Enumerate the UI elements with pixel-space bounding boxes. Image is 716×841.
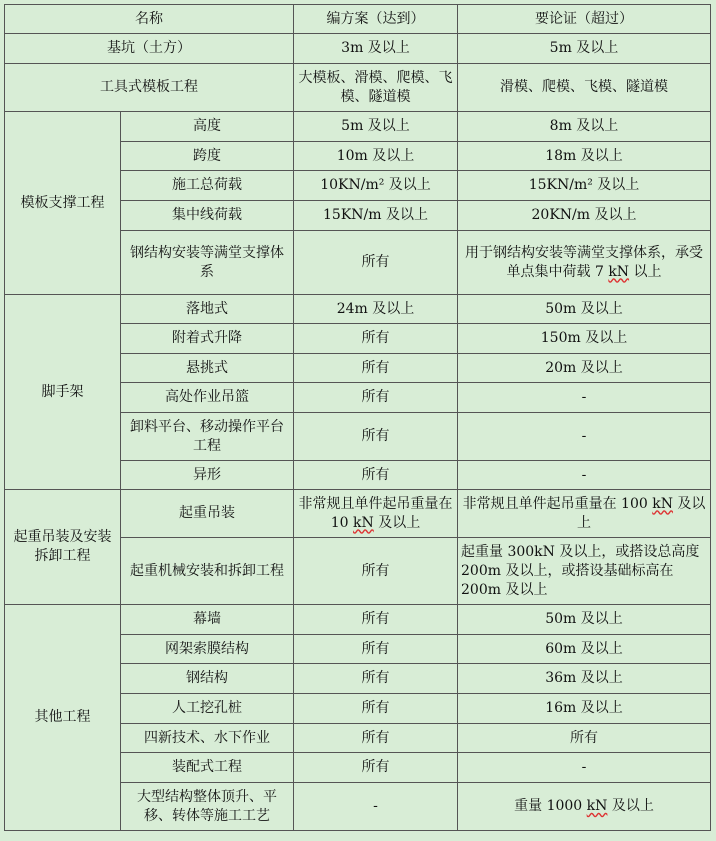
row-demo: 所有 — [458, 724, 711, 753]
row-plan: 所有 — [294, 605, 458, 635]
row-name: 高度 — [121, 112, 294, 142]
group-label: 模板支撑工程 — [5, 112, 121, 295]
row-demo: 18m 及以上 — [458, 142, 711, 171]
row-demo: 15KN/m² 及以上 — [458, 171, 711, 201]
row-name: 基坑（土方） — [5, 34, 294, 64]
row-name: 人工挖孔桩 — [121, 694, 294, 724]
row-demo: - — [458, 383, 711, 413]
row-demo: 用于钢结构安装等满堂支撑体系，承受单点集中荷载 7 kN 以上 — [458, 231, 711, 295]
row-demo: - — [458, 753, 711, 783]
row-plan: 所有 — [294, 383, 458, 413]
row-plan: 3m 及以上 — [294, 34, 458, 64]
row-plan: 10KN/m² 及以上 — [294, 171, 458, 201]
row-name: 工具式模板工程 — [5, 64, 294, 112]
row-name: 钢结构 — [121, 664, 294, 694]
header-name: 名称 — [5, 5, 294, 34]
row-plan: 非常规且单件起吊重量在 10 kN 及以上 — [294, 490, 458, 538]
row-name: 四新技术、水下作业 — [121, 724, 294, 753]
row-plan: 所有 — [294, 635, 458, 664]
row-name: 悬挑式 — [121, 354, 294, 383]
header-plan: 编方案（达到） — [294, 5, 458, 34]
row-plan: 所有 — [294, 724, 458, 753]
row-plan: 15KN/m 及以上 — [294, 201, 458, 231]
construction-threshold-table — [4, 4, 711, 831]
row-name: 幕墙 — [121, 605, 294, 635]
row-demo: 50m 及以上 — [458, 295, 711, 324]
table-row — [5, 490, 711, 538]
row-demo: 16m 及以上 — [458, 694, 711, 724]
row-demo: 非常规且单件起吊重量在 100 kN 及以上 — [458, 490, 711, 538]
row-name: 起重机械安装和拆卸工程 — [121, 538, 294, 605]
row-name: 卸料平台、移动操作平台工程 — [121, 413, 294, 461]
row-demo: 50m 及以上 — [458, 605, 711, 635]
row-plan: 所有 — [294, 324, 458, 354]
table-row — [5, 605, 711, 635]
row-name: 高处作业吊篮 — [121, 383, 294, 413]
row-plan: 所有 — [294, 664, 458, 694]
group-label: 脚手架 — [5, 295, 121, 490]
header-demo: 要论证（超过） — [458, 5, 711, 34]
row-demo: - — [458, 461, 711, 490]
row-plan: 所有 — [294, 231, 458, 295]
row-demo: 60m 及以上 — [458, 635, 711, 664]
row-demo: 8m 及以上 — [458, 112, 711, 142]
row-name: 落地式 — [121, 295, 294, 324]
row-name: 跨度 — [121, 142, 294, 171]
row-name: 附着式升降 — [121, 324, 294, 354]
row-plan: 大模板、滑模、爬模、飞模、隧道模 — [294, 64, 458, 112]
row-demo: - — [458, 413, 711, 461]
row-name: 异形 — [121, 461, 294, 490]
row-name: 钢结构安装等满堂支撑体系 — [121, 231, 294, 295]
table-row — [5, 112, 711, 142]
row-plan: 所有 — [294, 354, 458, 383]
row-plan: 24m 及以上 — [294, 295, 458, 324]
table-row — [5, 64, 711, 112]
row-demo: 20m 及以上 — [458, 354, 711, 383]
row-demo: 20KN/m 及以上 — [458, 201, 711, 231]
row-plan: 所有 — [294, 694, 458, 724]
row-demo: 5m 及以上 — [458, 34, 711, 64]
row-name: 起重吊装 — [121, 490, 294, 538]
row-demo: 重量 1000 kN 及以上 — [458, 783, 711, 831]
row-plan: 所有 — [294, 753, 458, 783]
row-plan: - — [294, 783, 458, 831]
row-plan: 10m 及以上 — [294, 142, 458, 171]
table-row — [5, 295, 711, 324]
group-label: 起重吊装及安装拆卸工程 — [5, 490, 121, 605]
row-name: 网架索膜结构 — [121, 635, 294, 664]
row-demo: 起重量 300kN 及以上，或搭设总高度 200m 及以上，或搭设基础标高在 200m 及以上 — [458, 538, 711, 605]
group-label: 其他工程 — [5, 605, 121, 831]
table-header-row — [5, 5, 711, 34]
row-name: 施工总荷载 — [121, 171, 294, 201]
row-demo: 36m 及以上 — [458, 664, 711, 694]
row-plan: 所有 — [294, 461, 458, 490]
row-name: 集中线荷载 — [121, 201, 294, 231]
row-demo: 滑模、爬模、飞模、隧道模 — [458, 64, 711, 112]
row-plan: 所有 — [294, 538, 458, 605]
row-plan: 5m 及以上 — [294, 112, 458, 142]
row-demo: 150m 及以上 — [458, 324, 711, 354]
row-name: 装配式工程 — [121, 753, 294, 783]
table-row — [5, 34, 711, 64]
row-plan: 所有 — [294, 413, 458, 461]
row-name: 大型结构整体顶升、平移、转体等施工工艺 — [121, 783, 294, 831]
